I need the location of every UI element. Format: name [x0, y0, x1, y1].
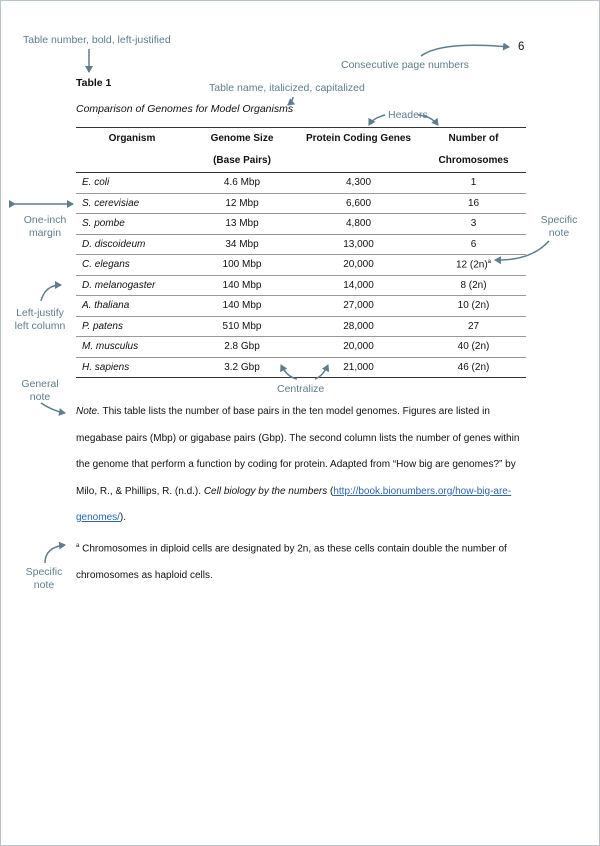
- cell-chromosomes: 46 (2n): [421, 357, 526, 378]
- arrow-headers-left: [369, 115, 385, 125]
- header-chromosomes: Number of Chromosomes: [421, 128, 526, 173]
- cell-genome-size: 34 Mbp: [188, 234, 296, 255]
- annotation-headers: Headers: [388, 109, 428, 121]
- cell-protein-coding-genes: 28,000: [296, 316, 421, 337]
- cell-protein-coding-genes: 27,000: [296, 296, 421, 317]
- annotation-arrows: [1, 1, 599, 845]
- arrow-table-name: [288, 97, 293, 105]
- cell-organism: S. cerevisiae: [76, 193, 188, 214]
- annotation-table-name: Table name, italicized, capitalized: [209, 82, 365, 94]
- cell-protein-coding-genes: 4,800: [296, 214, 421, 235]
- cell-chromosomes: 10 (2n): [421, 296, 526, 317]
- specific-note-text: Chromosomes in diploid cells are designated by 2n, as these cells contain double the number of chromosomes as haploid cells.: [76, 543, 507, 581]
- cell-genome-size: 100 Mbp: [188, 255, 296, 276]
- cell-chromosomes: 27: [421, 316, 526, 337]
- cell-organism: C. elegans: [76, 255, 188, 276]
- annotation-page-numbers: Consecutive page numbers: [341, 59, 469, 71]
- annotation-left-justify-line2: left column: [14, 320, 66, 332]
- annotation-table-number: Table number, bold, left-justified: [23, 34, 171, 46]
- annotation-specific-note-bottom-line2: note: [33, 579, 55, 591]
- cell-genome-size: 3.2 Gbp: [188, 357, 296, 378]
- annotation-specific-note-line2: note: [548, 227, 570, 239]
- note-source-title: Cell biology by the numbers: [203, 485, 328, 497]
- arrow-page-numbers: [421, 45, 509, 56]
- cell-organism: S. pombe: [76, 214, 188, 235]
- header-genome-size: Genome Size (Base Pairs): [188, 128, 296, 173]
- cell-genome-size: 510 Mbp: [188, 316, 296, 337]
- cell-chromosomes: 8 (2n): [421, 275, 526, 296]
- header-organism: Organism: [76, 128, 188, 173]
- cell-protein-coding-genes: 20,000: [296, 255, 421, 276]
- cell-chromosomes: 16: [421, 193, 526, 214]
- note-source-link[interactable]: http://book.bionumbers.org/how-big-are-genomes/: [76, 485, 512, 523]
- arrow-headers-right: [418, 115, 438, 125]
- annotation-specific-note-bottom-line1: Specific: [25, 566, 63, 578]
- cell-chromosomes: 1: [421, 173, 526, 194]
- cell-protein-coding-genes: 13,000: [296, 234, 421, 255]
- arrow-left-justify: [41, 285, 61, 301]
- cell-organism: A. thaliana: [76, 296, 188, 317]
- specific-note-marker: a: [76, 543, 80, 549]
- cell-genome-size: 2.8 Gbp: [188, 337, 296, 358]
- annotation-centralize: Centralize: [277, 383, 325, 395]
- cell-protein-coding-genes: 21,000: [296, 357, 421, 378]
- arrow-general-note: [41, 403, 65, 413]
- annotation-margin-line1: One-inch: [23, 214, 67, 226]
- cell-chromosomes: 3: [421, 214, 526, 235]
- cell-organism: M. musculus: [76, 337, 188, 358]
- cell-organism: H. sapiens: [76, 357, 188, 378]
- cell-chromosomes: 12 (2n)$^a$: [421, 255, 526, 276]
- arrow-centralize-right: [315, 365, 328, 379]
- cell-protein-coding-genes: 20,000: [296, 337, 421, 358]
- annotation-general-note-line2: note: [29, 391, 51, 403]
- annotation-general-note-line1: General: [21, 378, 59, 390]
- cell-genome-size: 12 Mbp: [188, 193, 296, 214]
- annotation-specific-note-line1: Specific: [540, 214, 578, 226]
- page-number: 6: [518, 41, 525, 53]
- cell-genome-size: 13 Mbp: [188, 214, 296, 235]
- header-protein-coding-genes: Protein Coding Genes: [296, 128, 421, 173]
- footnote-marker: a: [487, 259, 492, 266]
- cell-protein-coding-genes: 14,000: [296, 275, 421, 296]
- annotation-margin-line2: margin: [28, 227, 62, 239]
- cell-organism: P. patens: [76, 316, 188, 337]
- cell-chromosomes: 40 (2n): [421, 337, 526, 358]
- cell-chromosomes: 6: [421, 234, 526, 255]
- annotation-left-justify-line1: Left-justify: [16, 307, 64, 319]
- cell-organism: D. discoideum: [76, 234, 188, 255]
- cell-protein-coding-genes: 6,600: [296, 193, 421, 214]
- note-label: Note.: [76, 406, 100, 417]
- note-paren-open: (: [327, 485, 334, 497]
- arrow-specific-note-bottom: [45, 545, 65, 563]
- table-number: Table 1: [76, 77, 112, 89]
- note-text: This table lists the number of base pairs in the ten model genomes. Figures are listed in megabase pairs (Mbp) or gigabase pairs (Gbp). The second column lists the number of genes within the genome that perform a function by coding for protein. Adapted from “How big are genomes?” by Milo, R., & Phillips, R. (n.d.).: [76, 406, 520, 497]
- cell-genome-size: 140 Mbp: [188, 296, 296, 317]
- arrow-centralize-left: [281, 365, 297, 379]
- arrow-specific-note: [495, 241, 549, 260]
- cell-organism: D. melanogaster: [76, 275, 188, 296]
- cell-organism: E. coli: [76, 173, 188, 194]
- cell-genome-size: 4.6 Mbp: [188, 173, 296, 194]
- cell-genome-size: 140 Mbp: [188, 275, 296, 296]
- note-paren-close: ).: [119, 512, 127, 523]
- cell-protein-coding-genes: 4,300: [296, 173, 421, 194]
- table-title: Comparison of Genomes for Model Organisms: [76, 103, 294, 115]
